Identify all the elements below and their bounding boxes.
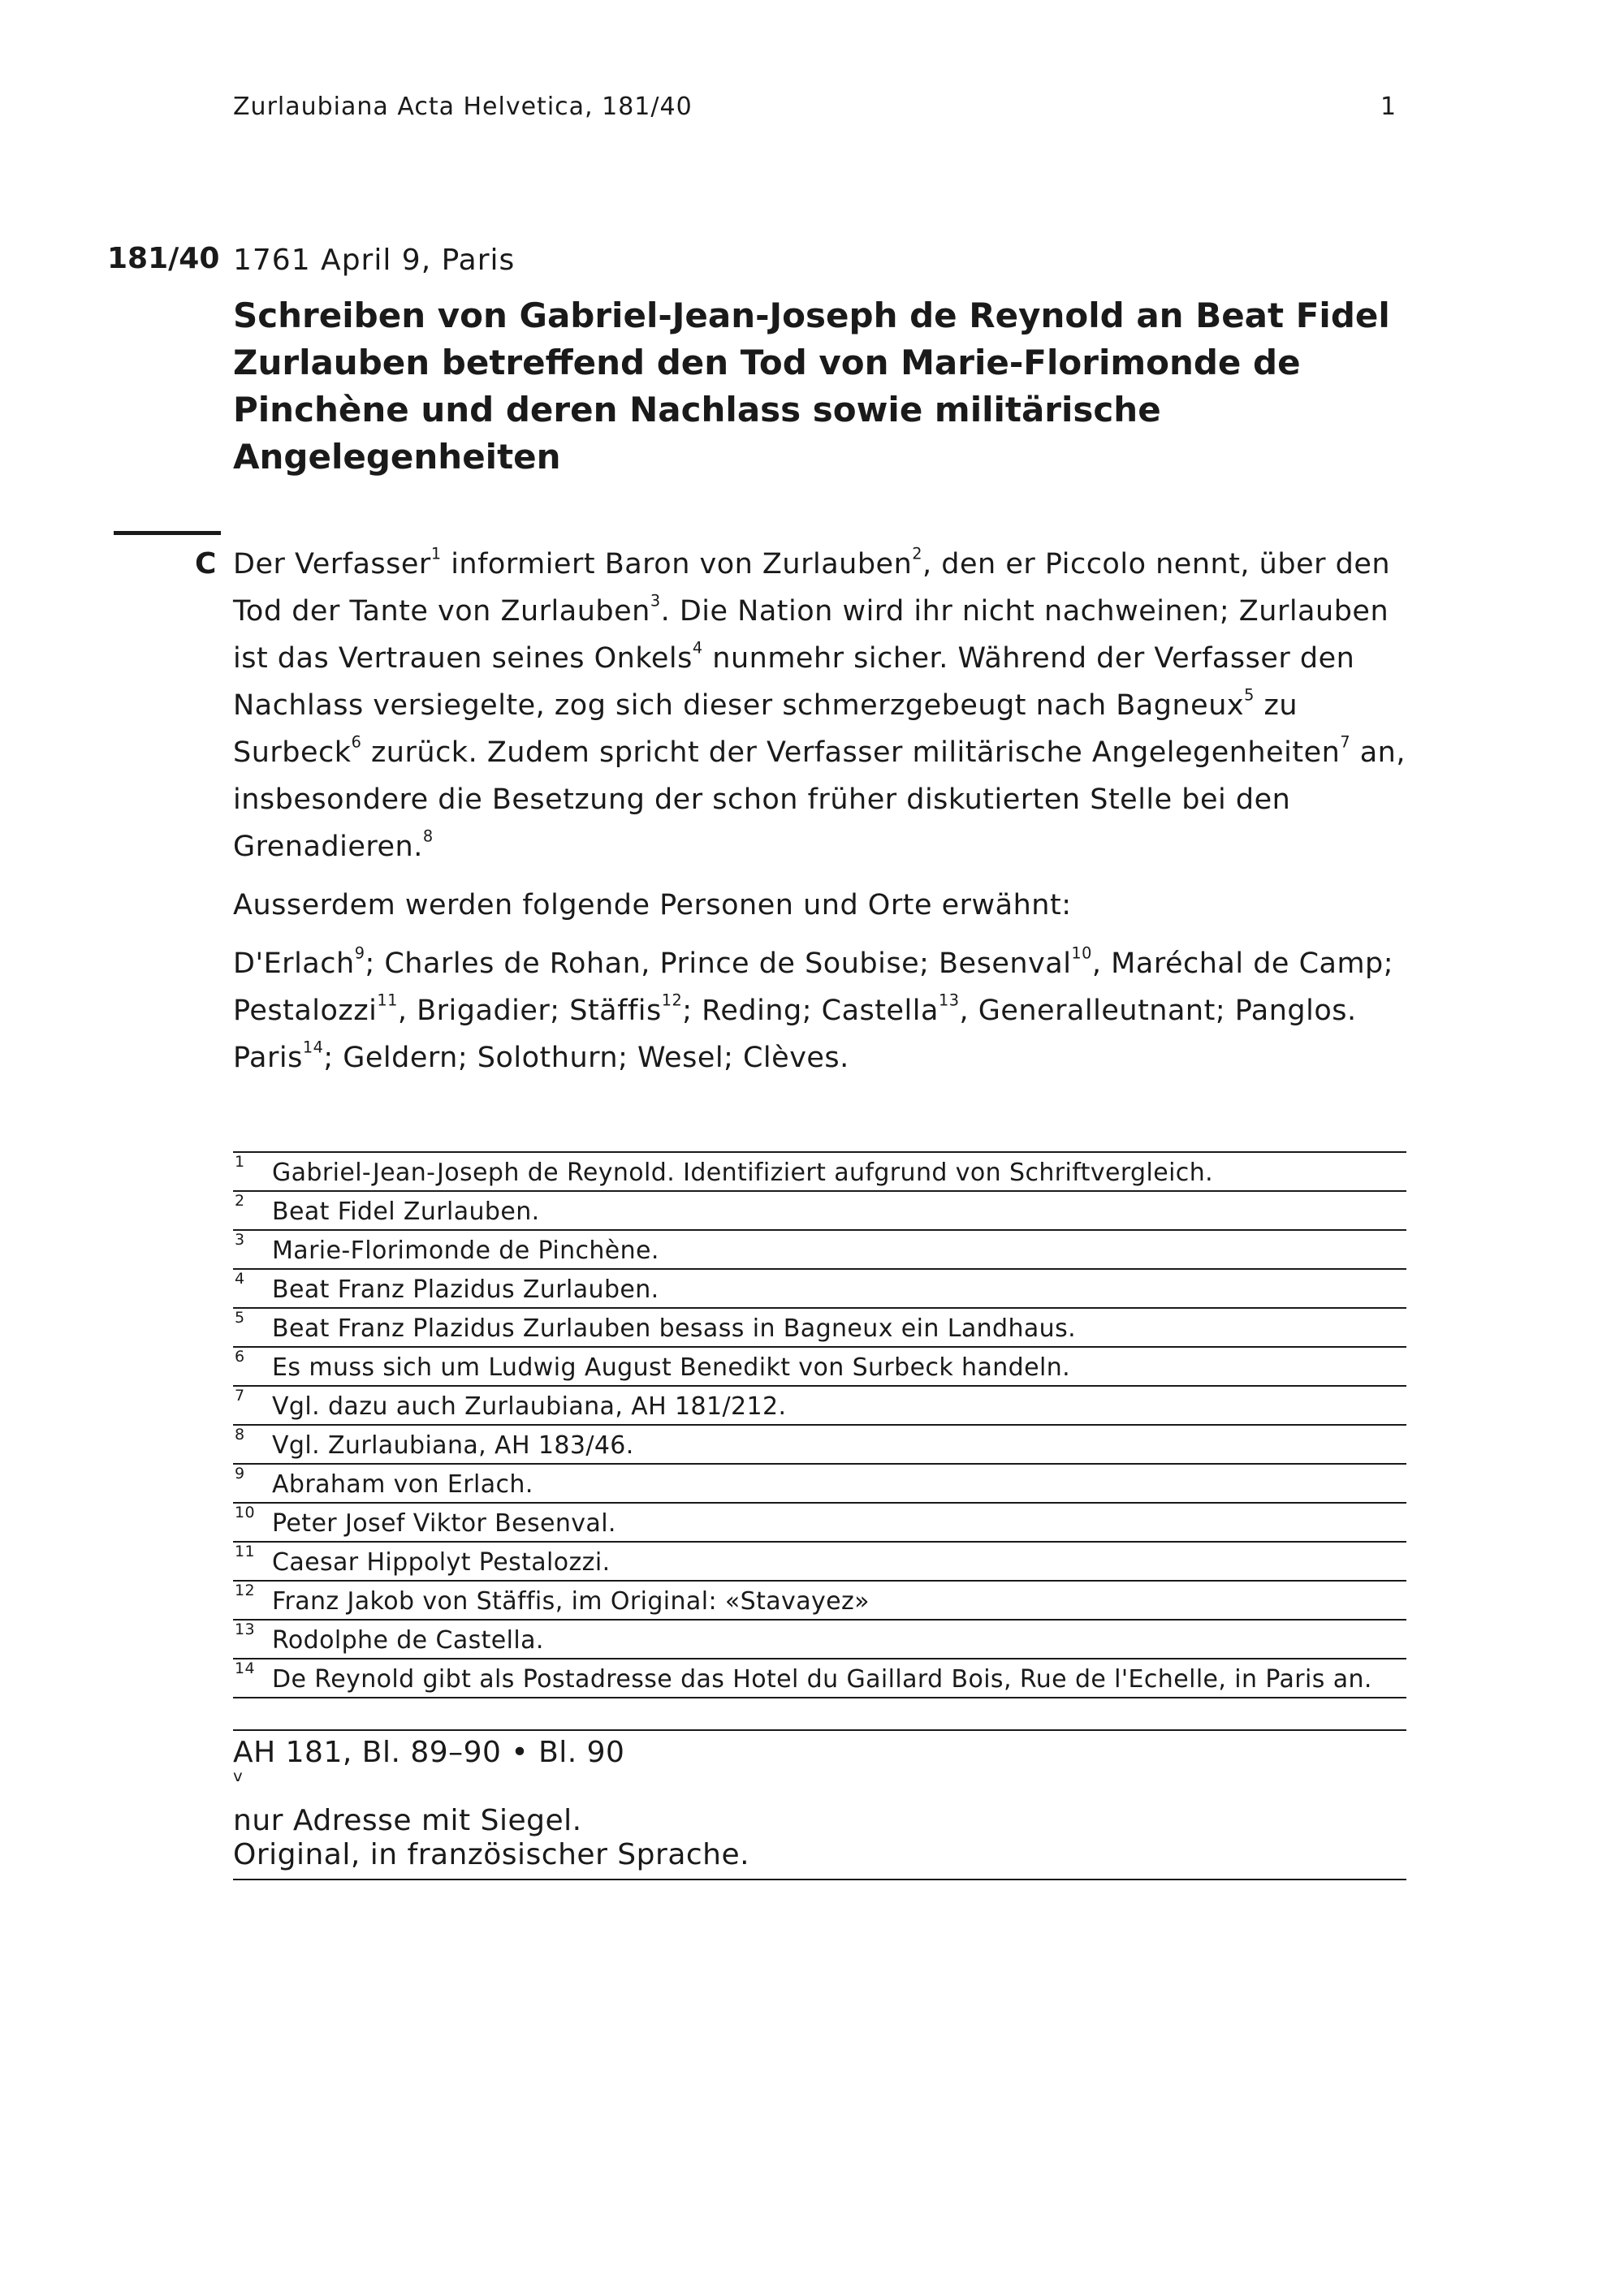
summary-line: Surbeck$^6$ zurück. Zudem spricht der Verfasser militärische Angelegenheiten$^7$ an,: [233, 732, 1406, 769]
mentions-line: D'Erlach$^9$; Charles de Rohan, Prince de Soubise; Besenval$^{10}$, Maréchal de Camp;: [233, 943, 1394, 980]
title-line: Angelegenheiten: [233, 437, 561, 477]
footnote-text: Beat Franz Plazidus Zurlauben.: [272, 1275, 659, 1304]
footnote-number: 10: [235, 1504, 255, 1521]
footnote-number: 8: [235, 1426, 245, 1444]
footnote-ref[interactable]: 11: [377, 990, 398, 1010]
footnote-number: 3: [235, 1231, 245, 1249]
footnote-number: 7: [235, 1387, 245, 1405]
footnote: [233, 1153, 1406, 1192]
footnote-ref[interactable]: 4: [692, 638, 703, 658]
footnote-text: Abraham von Erlach.: [272, 1470, 533, 1499]
footnote: [233, 1309, 1406, 1348]
footnote-ref[interactable]: 13: [938, 990, 960, 1010]
document-number: 181/40: [107, 242, 220, 275]
left-margin-rule: [114, 531, 221, 535]
summary-line: Grenadieren.$^8$: [233, 826, 434, 863]
footnote-number: 9: [235, 1465, 245, 1482]
summary-line: ist das Vertrauen seines Onkels$^4$ nunmehr sicher. Während der Verfasser den: [233, 638, 1355, 675]
footnote-text: Franz Jakob von Stäffis, im Original: «Stavayez»: [272, 1587, 870, 1616]
footnote-ref[interactable]: 7: [1340, 732, 1351, 752]
footnote-text: Beat Franz Plazidus Zurlauben besass in Bagneux ein Landhaus.: [272, 1314, 1077, 1343]
footnote-number: 5: [235, 1309, 245, 1327]
footnote-text: Peter Josef Viktor Besenval.: [272, 1509, 616, 1538]
footnote-ref[interactable]: 1: [430, 544, 442, 563]
summary-line: Nachlass versiegelte, zog sich dieser schmerzgebeugt nach Bagneux$^5$ zu: [233, 685, 1298, 722]
footnote-text: Vgl. dazu auch Zurlaubiana, AH 181/212.: [272, 1392, 787, 1421]
source-note: [233, 1729, 1406, 1880]
footnote: [233, 1465, 1406, 1504]
footnote: [233, 1231, 1406, 1270]
footnote-ref[interactable]: 14: [302, 1038, 324, 1057]
footnote-text: Vgl. Zurlaubiana, AH 183/46.: [272, 1431, 634, 1460]
footnote-text: De Reynold gibt als Postadresse das Hotel du Gaillard Bois, Rue de l'Echelle, in Paris an.: [272, 1665, 1372, 1694]
footnote-number: 14: [235, 1659, 255, 1677]
footnote-number: 11: [235, 1543, 255, 1560]
footnote: [233, 1348, 1406, 1387]
footnote-ref[interactable]: 12: [661, 990, 683, 1010]
body-text: [233, 541, 1419, 1081]
footnote: [233, 1659, 1406, 1698]
document-date-place: 1761 April 9, Paris: [233, 244, 516, 277]
footnote-ref[interactable]: 8: [422, 826, 434, 846]
mentions-list: [233, 940, 1419, 1081]
footnote-text: Rodolphe de Castella.: [272, 1626, 544, 1655]
summary-line: insbesondere die Besetzung der schon früher diskutierten Stelle bei den: [233, 783, 1291, 816]
footnote-text: Marie-Florimonde de Pinchène.: [272, 1236, 659, 1265]
footnote-number: 1: [235, 1153, 245, 1171]
footnote: [233, 1504, 1406, 1543]
footnote-text: Gabriel-Jean-Joseph de Reynold. Identifiziert aufgrund von Schriftvergleich.: [272, 1159, 1214, 1187]
footnote-ref[interactable]: 3: [650, 591, 661, 611]
footnote: [233, 1582, 1406, 1621]
footnote-ref[interactable]: 9: [354, 943, 365, 963]
footnote: [233, 1621, 1406, 1659]
footnote: [233, 1426, 1406, 1465]
footnote: [233, 1543, 1406, 1582]
running-header-collection: Zurlaubiana Acta Helvetica, 181/40: [233, 93, 693, 121]
footnote-number: 2: [235, 1192, 245, 1210]
document-title: [233, 292, 1390, 481]
mentions-line: Paris$^{14}$; Geldern; Solothurn; Wesel; Clèves.: [233, 1038, 849, 1074]
footnote-ref[interactable]: 2: [912, 544, 923, 563]
footnote-number: 13: [235, 1621, 255, 1638]
running-header-page-number: 1: [1380, 93, 1397, 121]
footnote-number: 4: [235, 1270, 245, 1288]
footnote-ref[interactable]: 5: [1244, 685, 1255, 705]
footnotes: [233, 1151, 1406, 1698]
title-line: Zurlauben betreffend den Tod von Marie-Florimonde de: [233, 343, 1301, 382]
document-code-letter: C: [195, 547, 217, 580]
footnote: [233, 1387, 1406, 1426]
footnote-text: Beat Fidel Zurlauben.: [272, 1198, 540, 1226]
source-line: Original, in französischer Sprache.: [233, 1838, 750, 1871]
summary-line: Der Verfasser$^1$ informiert Baron von Zurlauben$^2$, den er Piccolo nennt, über den: [233, 544, 1391, 580]
summary-paragraph: [233, 541, 1419, 870]
footnote-ref[interactable]: 6: [351, 732, 362, 752]
mentions-intro: Ausserdem werden folgende Personen und Orte erwähnt:: [233, 889, 1072, 921]
footnote-number: 12: [235, 1582, 255, 1599]
summary-line: Tod der Tante von Zurlauben$^3$. Die Nation wird ihr nicht nachweinen; Zurlauben: [233, 591, 1389, 628]
footnote-ref[interactable]: 10: [1071, 943, 1092, 963]
title-line: Schreiben von Gabriel-Jean-Joseph de Reynold an Beat Fidel: [233, 296, 1390, 335]
footnote-text: Caesar Hippolyt Pestalozzi.: [272, 1548, 611, 1577]
footnote-text: Es muss sich um Ludwig August Benedikt von Surbeck handeln.: [272, 1353, 1071, 1382]
title-line: Pinchène und deren Nachlass sowie militärische: [233, 390, 1161, 429]
footnote: [233, 1192, 1406, 1231]
footnote: [233, 1270, 1406, 1309]
footnote-number: 6: [235, 1348, 245, 1366]
source-line: AH 181, Bl. 89–90 • Bl. 90 $^v$ nur Adresse mit Siegel.: [233, 1736, 625, 1837]
mentions-line: Pestalozzi$^{11}$, Brigadier; Stäffis$^{12}$; Reding; Castella$^{13}$, Generalleutnant; Panglos.: [233, 990, 1357, 1027]
